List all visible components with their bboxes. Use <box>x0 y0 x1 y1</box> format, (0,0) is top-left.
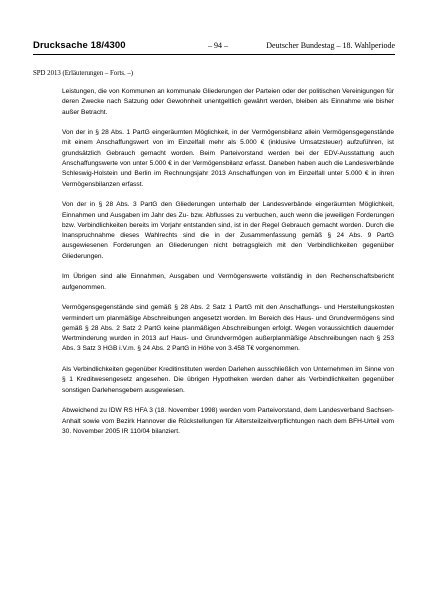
parliament-period: Deutscher Bundestag – 18. Wahlperiode <box>266 41 395 50</box>
section-subheader: SPD 2013 (Erläuterungen – Forts. –) <box>33 70 134 77</box>
paragraph: Im Übrigen sind alle Einnahmen, Ausgaben und Vermögenswerte vollständig in den Rechenschaftsbericht aufgenommen. <box>62 273 394 291</box>
paragraph: Von der in § 28 Abs. 3 PartG den Gliederungen unterhalb der Landesverbände eingeräumten Möglichkeit, Einnahmen und Ausgaben im Jahr des Zu- bzw. Abflusses zu verbuchen, auch wenn die jeweiligen Forderungen bzw. Verbindlichkeiten bereits im Vorjahr entstanden sind, ist in der Regel Gebrauch gemacht worden. Durch die Inanspruchnahme dieses Wahlrechts sind die in der Zusammenfassung gemäß § 24 Abs. 9 PartG ausgewiesenen Forderungen an Gliederungen nicht betragsgleich mit den Verbindlichkeiten gegenüber Gliederungen. <box>62 201 394 260</box>
paragraph: Von der in § 28 Abs. 1 PartG eingeräumten Möglichkeit, in der Vermögensbilanz allein Vermögensgegenstände mit einem Anschaffungswert von im Einzelfall mehr als 5.000 € (inklusive Umsatzsteuer) aufzuführen, ist grundsätzlich Gebrauch gemacht worden. Beim Parteivorstand werden bei der EDV-Ausstattung auch Anschaffungswerte von unter 5.000 € in der Vermögensbilanz erfasst. Daneben haben auch die Landesverbände Schleswig-Holstein und Berlin im Rechnungsjahr 2013 Anschaffungen von im Einzelfall unter 5.000 € in ihren Vermögensbilanzen erfasst. <box>62 129 394 188</box>
document-number <box>33 40 126 51</box>
body-text <box>62 87 394 447</box>
paragraph: Als Verbindlichkeiten gegenüber Kreditinstituten werden Darlehen ausschließlich von Unternehmen im Sinne von § 1 Kreditwesengesetz angesehen. Die übrigen Hypotheken werden daher als Verbindlichkeiten gegenüber sonstigen Darlehensgebern ausgewiesen. <box>62 366 394 394</box>
paragraph: Abweichend zu IDW RS HFA 3 (18. November 1998) werden vom Parteivorstand, dem Landesverband Sachsen-Anhalt sowie vom Bezirk Hannover die Rückstellungen für Altersteilzeitverpflichtungen nach dem BFH-Urteil vom 30. November 2005 IR 110/04 bilanziert. <box>62 407 394 435</box>
page-number: – 94 – <box>208 41 228 50</box>
paragraph: Vermögensgegenstände sind gemäß § 28 Abs. 2 Satz 1 PartG mit den Anschaffungs- und Herstellungskosten vermindert um planmäßige Abschreibungen angesetzt worden. Im Bereich des Haus- und Grundvermögens sind gemäß § 28 Abs. 2 Satz 2 PartG keine planmäßigen Abschreibungen erfolgt. Wegen voraussichtlich dauernder Wertminderung wurden in 2013 auf Haus- und Grundvermögen außerplanmäßige Abschreibungen nach § 253 Abs. 3 Satz 3 HGB i.V.m. § 24 Abs. 2 PartG in Höhe von 3.458 T€ vorgenommen. <box>62 304 394 353</box>
paragraph: Leistungen, die von Kommunen an kommunale Gliederungen der Parteien oder der politischen Vereinigungen für deren Zwecke nach Satzung oder Gewohnheit unentgeltlich gewährt werden, bleiben als Einnahme wie bisher außer Betracht. <box>62 88 394 116</box>
header-rule <box>33 54 395 55</box>
document-number-prefix: Drucksache 18/ <box>33 40 105 51</box>
page-header <box>33 40 395 53</box>
document-number-value: 4300 <box>104 40 126 51</box>
